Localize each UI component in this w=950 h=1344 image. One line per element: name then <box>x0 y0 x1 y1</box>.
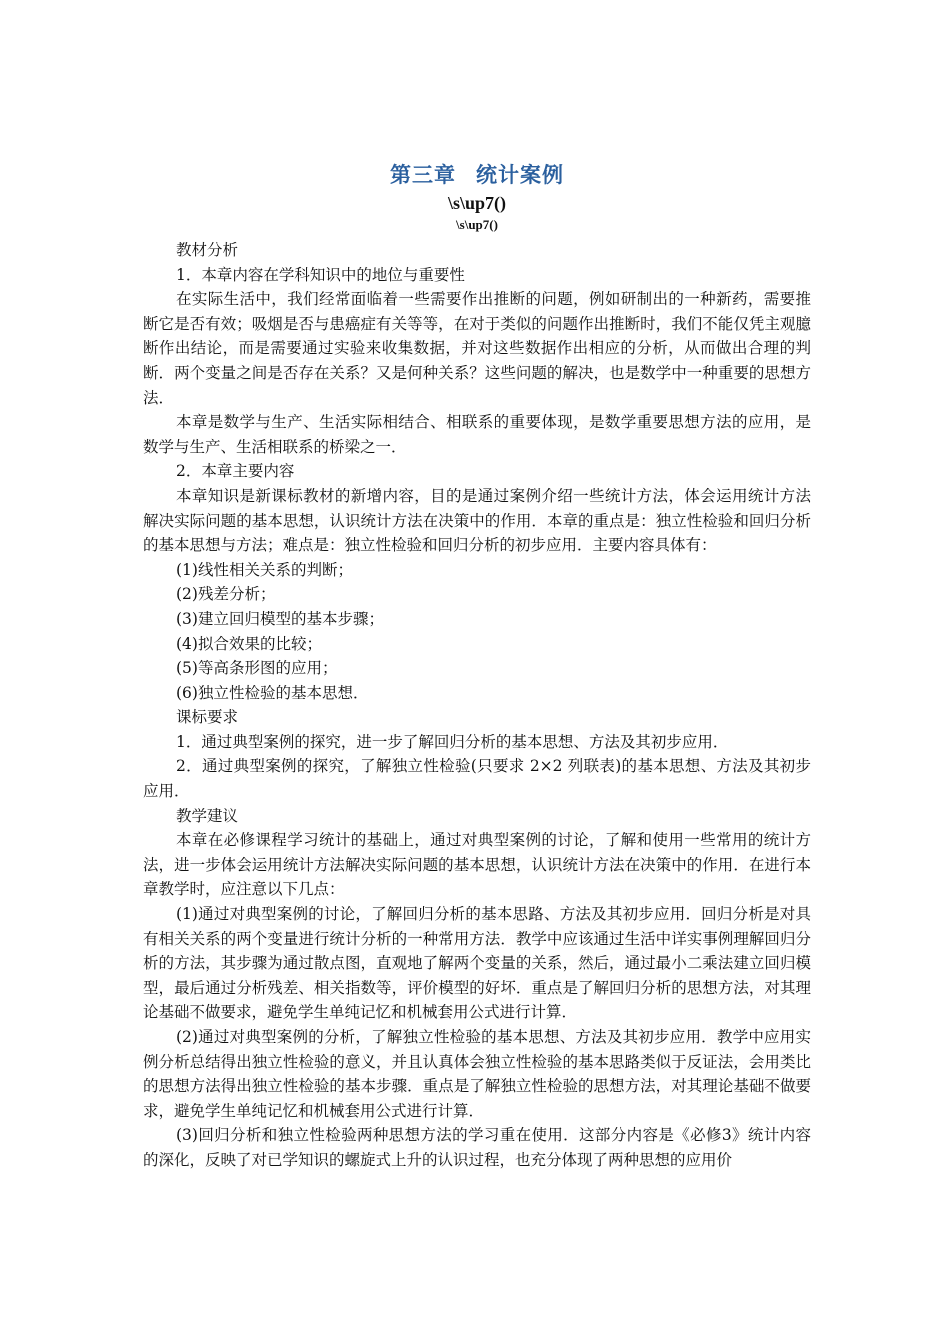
list-item: (2)残差分析； <box>176 585 276 604</box>
paragraph: 1．通过典型案例的探究，进一步了解回归分析的基本思想、方法及其初步应用． <box>176 732 729 751</box>
paragraph: 本章知识是新课标教材的新增内容，目的是通过案例介绍一些统计方法，体会运用统计方法解决实际问题的基本思想，认识统计方法在决策中的作用．本章的重点是：独立性检验和回归分析的基本思想与方法；难点是：独立性检验和回归分析的初步应用．主要内容具体有： <box>143 486 811 555</box>
paragraph: (3)回归分析和独立性检验两种思想方法的学习重在使用．这部分内容是《必修3》统计内容的深化，反映了对已学知识的螺旋式上升的认识过程，也充分体现了两种思想的应用价 <box>143 1126 811 1169</box>
section-heading-suggestions: 教学建议 <box>176 806 239 825</box>
paragraph: 2．通过典型案例的探究，了解独立性检验(只要求 2×2 列联表)的基本思想、方法及其初步应用． <box>143 757 811 801</box>
field-code-line-1: \s\up7() <box>447 193 507 213</box>
field-code-line-2: \s\up7() <box>456 217 498 232</box>
section-heading-analysis: 教材分析 <box>176 241 239 259</box>
list-item: (4)拟合效果的比较； <box>176 634 322 653</box>
paragraph: (2)通过对典型案例的分析，了解独立性检验的基本思想、方法及其初步应用．教学中应用实例分析总结得出独立性检验的意义，并且认真体会独立性检验的基本思路类似于反证法，会用类比的思想方法得出独立性检验的基本步骤．重点是了解独立性检验的思想方法，对其理论基础不做要求，避免学生单纯记忆和机械套用公式进行计算． <box>143 1028 811 1120</box>
list-item: (5)等高条形图的应用； <box>176 659 338 678</box>
chapter-name: 统计案例 <box>476 162 564 187</box>
paragraph: (1)通过对典型案例的讨论，了解回归分析的基本思路、方法及其初步应用．回归分析是对具有相关关系的两个变量进行统计分析的一种常用方法．教学中应该通过生活中详实事例理解回归分析的方法，其步骤为通过散点图，直观地了解两个变量的关系，然后，通过最小二乘法建立回归模型，最后通过分析残差、相关指数等，评价模型的好坏．重点是了解回归分析的思想方法，对其理论基础不做要求，避免学生单纯记忆和机械套用公式进行计算． <box>143 905 811 1022</box>
chapter-number: 第三章 <box>390 162 456 187</box>
paragraph: 本章在必修课程学习统计的基础上，通过对典型案例的讨论，了解和使用一些常用的统计方法，进一步体会运用统计方法解决实际问题的基本思想，认识统计方法在决策中的作用．在进行本章教学时，应注意以下几点： <box>143 831 811 899</box>
subheading-1: 1．本章内容在学科知识中的地位与重要性 <box>176 265 465 284</box>
subheading-2: 2．本章主要内容 <box>176 462 295 481</box>
list-item: (6)独立性检验的基本思想． <box>176 683 369 702</box>
paragraph: 本章是数学与生产、生活实际相结合、相联系的重要体现，是数学重要思想方法的应用，是数学与生产、生活相联系的桥梁之一． <box>143 413 811 456</box>
section-heading-requirements: 课标要求 <box>176 708 239 727</box>
list-item: (1)线性相关关系的判断； <box>176 560 353 579</box>
list-item: (3)建立回归模型的基本步骤； <box>176 609 384 628</box>
paragraph: 在实际生活中，我们经常面临着一些需要作出推断的问题，例如研制出的一种新药，需要推断它是否有效；吸烟是否与患癌症有关等等，在对于类似的问题作出推断时，我们不能仅凭主观臆断作出结论，而是需要通过实验来收集数据，并对这些数据作出相应的分析，从而做出合理的判断．两个变量之间是否存在关系？又是何种关系？这些问题的解决，也是数学中一种重要的思想方法． <box>143 290 811 407</box>
chapter-title <box>143 160 811 190</box>
document-page <box>143 160 811 1173</box>
